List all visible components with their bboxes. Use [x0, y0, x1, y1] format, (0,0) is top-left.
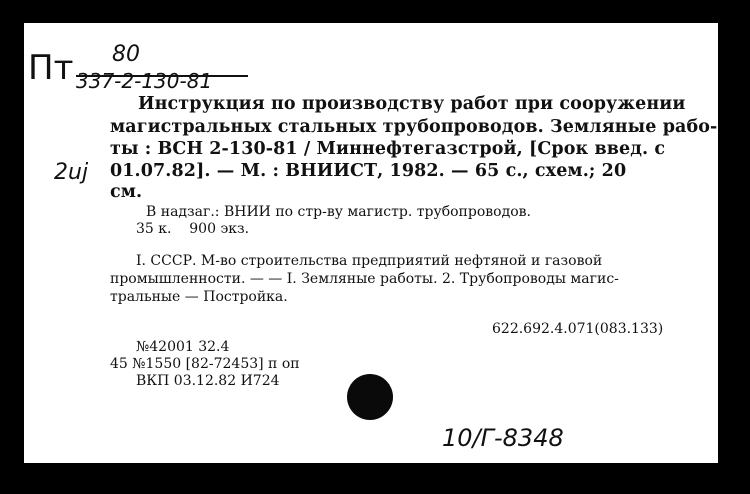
handwritten-bottom-code: 10/Г-8348 [442, 424, 564, 452]
registry-line-1: №42001 32.4 [136, 339, 230, 355]
subject-line-2: промышленности. — — I. Земляные работы. 2. Трубопроводы магис- [110, 271, 619, 287]
subject-line-3: тральные — Постройка. [110, 289, 288, 305]
registry-line-2: 45 №1550 [82-72453] п оп [110, 356, 300, 372]
punch-hole [347, 374, 393, 420]
note-line: В надзаг.: ВНИИ по стр-ву магистр. трубопроводов. [146, 204, 531, 220]
handwritten-prefix: Пт [28, 48, 74, 88]
title-line-4: 01.07.82]. — М. : ВНИИСТ, 1982. — 65 с., схем.; 20 [110, 161, 627, 181]
title-line-2: магистральных стальных трубопроводов. Земляные рабо- [110, 117, 718, 137]
price-line: 35 к. 900 экз. [136, 221, 250, 237]
subject-line-1: I. СССР. М-во строительства предприятий нефтяной и газовой [136, 253, 603, 269]
handwritten-number-top: 80 [112, 42, 140, 67]
udc-code: 622.692.4.071(083.133) [492, 321, 664, 337]
title-line-5: см. [110, 182, 143, 202]
handwritten-margin-note: 2uj [54, 160, 89, 185]
handwritten-number-bottom: 337-2-130-81 [76, 69, 213, 93]
title-line-1: Инструкция по производству работ при сооружении [138, 94, 686, 114]
title-line-3: ты : ВСН 2-130-81 / Миннефтегазстрой, [Срок введ. с [110, 139, 666, 159]
registry-line-3: ВКП 03.12.82 И724 [136, 373, 280, 389]
